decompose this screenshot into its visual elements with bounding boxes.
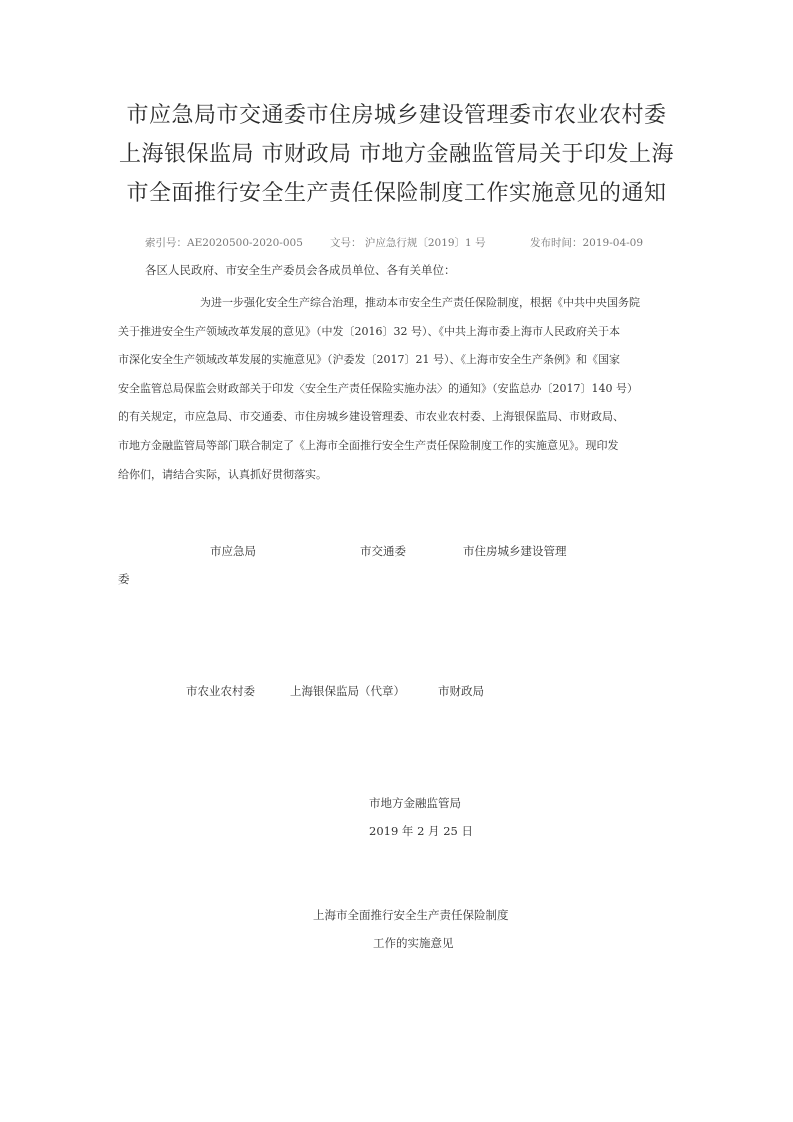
index-number: 索引号：AE2020500-2020-005 xyxy=(145,237,303,249)
body-line: 为进一步强化安全生产综合治理，推动本市安全生产责任保险制度，根据《中共中央国务院 xyxy=(200,296,640,309)
signature-agriculture-commission: 市农业农村委 xyxy=(186,684,255,698)
signature-transport-commission: 市交通委 xyxy=(360,544,406,558)
body-line: 市深化安全生产领域改革发展的实施意见》（沪委发〔2017〕21 号）、《上海市安全生产条例》和《国家 xyxy=(118,353,620,367)
document-number: 文号： 沪应急行规〔2019〕1 号 xyxy=(330,237,486,249)
signature-emergency-bureau: 市应急局 xyxy=(210,544,256,558)
body-line: 安全监管总局保监会财政部关于印发〈安全生产责任保险实施办法〉的通知》（安监总办〔2017〕140 号） xyxy=(118,381,638,395)
document-title xyxy=(100,96,693,213)
body-paragraph xyxy=(118,289,678,489)
body-line: 市地方金融监管局等部门联合制定了《上海市全面推行安全生产责任保险制度工作的实施意见》。现印发 xyxy=(118,438,619,452)
signature-housing-commission-wrap: 委 xyxy=(118,572,130,586)
attachment-title-line-2: 工作的实施意见 xyxy=(373,936,454,950)
body-line: 的有关规定，市应急局、市交通委、市住房城乡建设管理委、市农业农村委、上海银保监局、市财政局、 xyxy=(118,410,624,424)
signature-cbirc-shanghai: 上海银保监局（代章） xyxy=(290,684,405,698)
signature-finance-bureau: 市财政局 xyxy=(438,684,484,698)
title-line-1: 市应急局市交通委市住房城乡建设管理委市农业农村委 xyxy=(126,103,667,128)
signature-financial-regulation-bureau: 市地方金融监管局 xyxy=(369,796,461,810)
publish-date: 发布时间：2019-04-09 xyxy=(530,237,644,249)
title-line-3: 市全面推行安全生产责任保险制度工作实施意见的通知 xyxy=(126,181,667,206)
body-line: 关于推进安全生产领域改革发展的意见》（中发〔2016〕32 号）、《中共上海市委上海市人民政府关于本 xyxy=(118,324,620,338)
attachment-title-line-1: 上海市全面推行安全生产责任保险制度 xyxy=(313,908,509,922)
body-line: 给你们，请结合实际，认真抓好贯彻落实。 xyxy=(118,467,327,481)
title-line-2: 上海银保监局 市财政局 市地方金融监管局关于印发上海 xyxy=(119,142,674,167)
salutation: 各区人民政府、市安全生产委员会各成员单位、各有关单位： xyxy=(145,263,456,277)
signature-date: 2019 年 2 月 25 日 xyxy=(369,824,473,838)
signature-housing-commission: 市住房城乡建设管理 xyxy=(463,544,567,558)
